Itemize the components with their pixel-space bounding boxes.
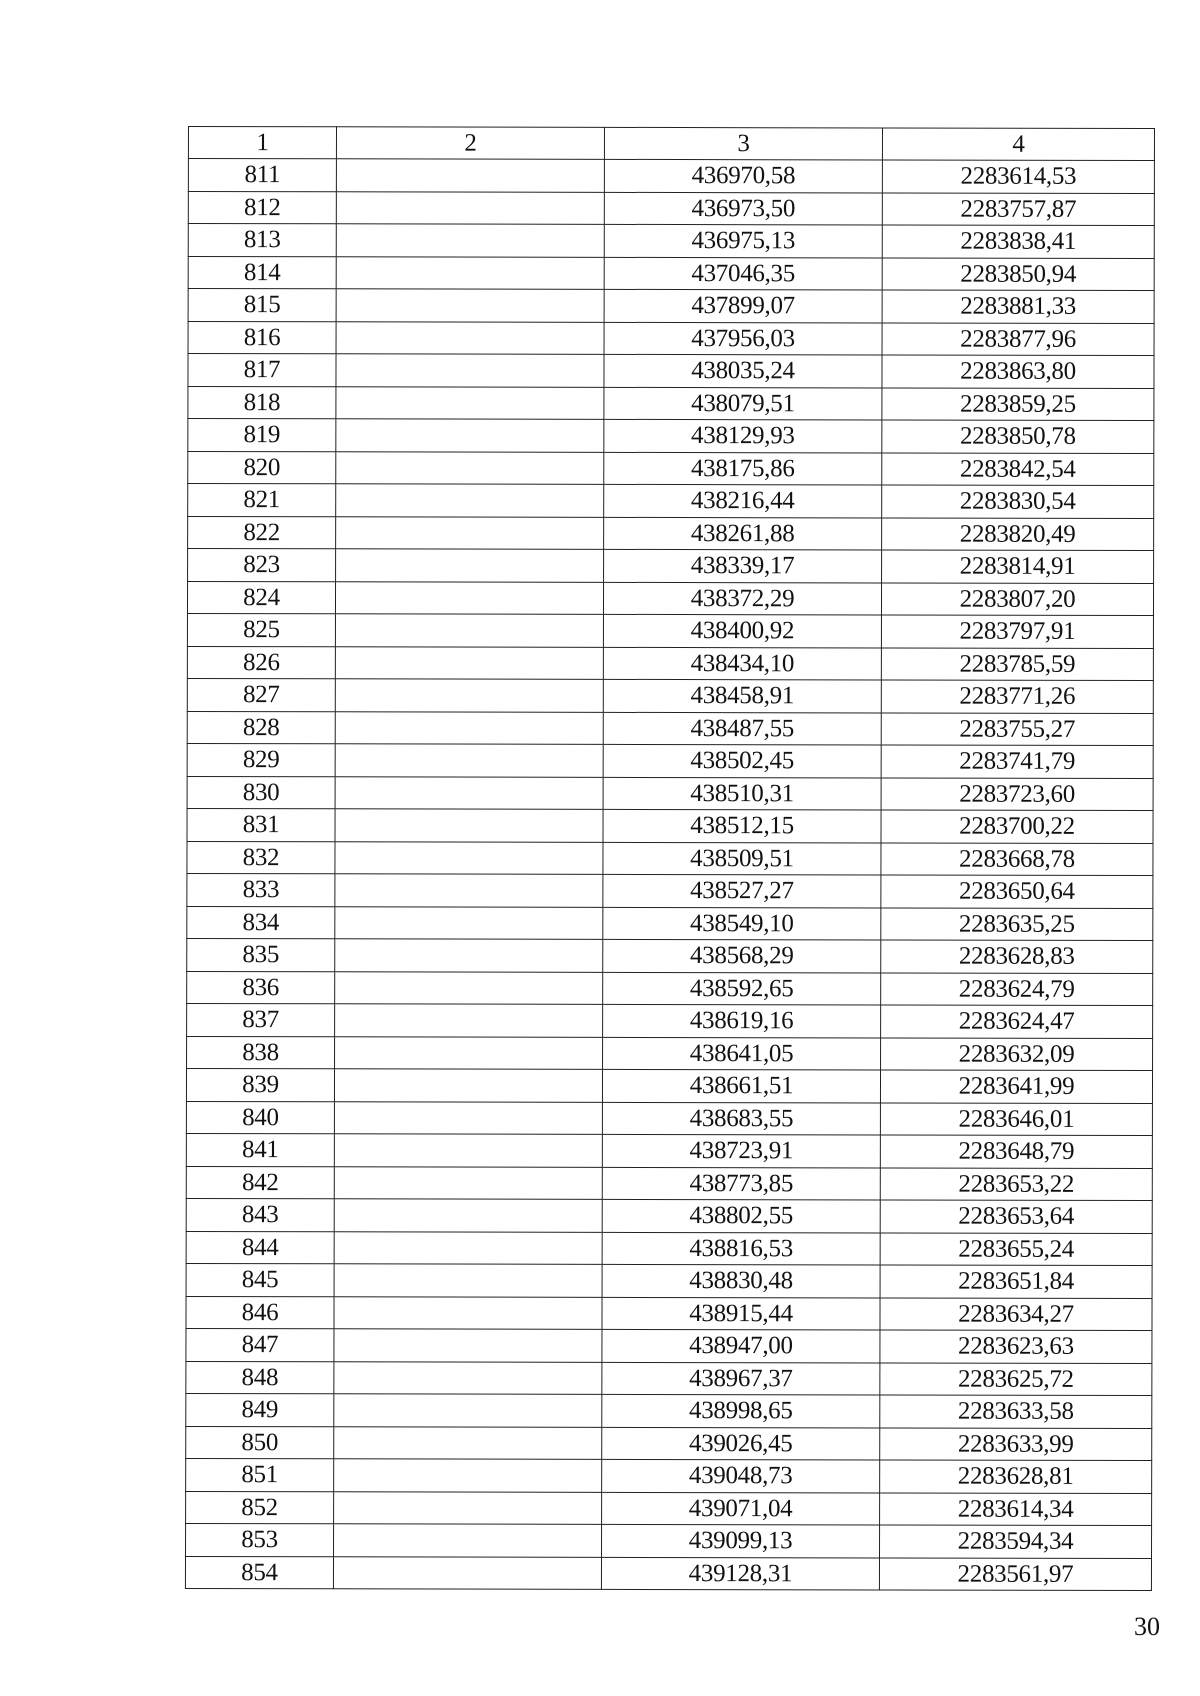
y-coordinate-cell: 2283633,58 bbox=[880, 1395, 1152, 1428]
empty-cell bbox=[336, 321, 604, 354]
table-row bbox=[187, 1003, 1153, 1038]
empty-cell bbox=[335, 711, 603, 744]
table-row bbox=[188, 386, 1154, 421]
table-row bbox=[188, 224, 1154, 259]
table-row bbox=[188, 159, 1154, 194]
empty-cell bbox=[335, 939, 603, 972]
table-row bbox=[187, 646, 1153, 681]
table-row bbox=[187, 906, 1153, 941]
empty-cell bbox=[334, 1166, 602, 1199]
empty-cell bbox=[334, 1361, 602, 1394]
point-number-cell: 836 bbox=[187, 971, 335, 1004]
x-coordinate-cell: 437046,35 bbox=[604, 257, 882, 290]
x-coordinate-cell: 438434,10 bbox=[603, 647, 881, 680]
empty-cell bbox=[334, 1524, 602, 1557]
empty-cell bbox=[334, 1491, 602, 1524]
point-number-cell: 829 bbox=[187, 743, 335, 776]
y-coordinate-cell: 2283814,91 bbox=[882, 550, 1154, 583]
empty-cell bbox=[334, 1264, 602, 1297]
table-row bbox=[186, 1523, 1152, 1558]
empty-cell bbox=[335, 809, 603, 842]
x-coordinate-cell: 439071,04 bbox=[602, 1492, 880, 1525]
x-coordinate-cell: 438372,29 bbox=[603, 582, 881, 615]
table-row bbox=[186, 1458, 1152, 1493]
empty-cell bbox=[335, 841, 603, 874]
point-number-cell: 827 bbox=[187, 678, 335, 711]
x-coordinate-cell: 438661,51 bbox=[602, 1069, 880, 1102]
table-row bbox=[187, 743, 1153, 778]
empty-cell bbox=[336, 516, 604, 549]
x-coordinate-cell: 438509,51 bbox=[603, 842, 881, 875]
point-number-cell: 834 bbox=[187, 906, 335, 939]
x-coordinate-cell: 439026,45 bbox=[602, 1427, 880, 1460]
y-coordinate-cell: 2283723,60 bbox=[881, 777, 1153, 810]
point-number-cell: 838 bbox=[187, 1036, 335, 1069]
y-coordinate-cell: 2283771,26 bbox=[881, 680, 1153, 713]
point-number-cell: 821 bbox=[188, 484, 336, 517]
y-coordinate-cell: 2283594,34 bbox=[880, 1525, 1152, 1558]
y-coordinate-cell: 2283807,20 bbox=[881, 582, 1153, 615]
empty-cell bbox=[336, 451, 604, 484]
table-row bbox=[188, 549, 1154, 584]
x-coordinate-cell: 438261,88 bbox=[604, 517, 882, 550]
empty-cell bbox=[336, 289, 604, 322]
table-row bbox=[188, 256, 1154, 291]
table-row bbox=[187, 841, 1153, 876]
empty-cell bbox=[335, 874, 603, 907]
point-number-cell: 831 bbox=[187, 808, 335, 841]
empty-cell bbox=[336, 386, 604, 419]
table-row bbox=[187, 873, 1153, 908]
x-coordinate-cell: 439128,31 bbox=[601, 1557, 879, 1590]
table-row bbox=[187, 938, 1153, 973]
y-coordinate-cell: 2283859,25 bbox=[882, 387, 1154, 420]
table-row bbox=[186, 1426, 1152, 1461]
empty-cell bbox=[334, 1296, 602, 1329]
y-coordinate-cell: 2283632,09 bbox=[881, 1037, 1153, 1070]
empty-cell bbox=[336, 256, 604, 289]
empty-cell bbox=[335, 679, 603, 712]
table-row bbox=[187, 1036, 1153, 1071]
y-coordinate-cell: 2283625,72 bbox=[880, 1362, 1152, 1395]
x-coordinate-cell: 438035,24 bbox=[604, 354, 882, 387]
x-coordinate-cell: 438915,44 bbox=[602, 1297, 880, 1330]
x-coordinate-cell: 438502,45 bbox=[603, 744, 881, 777]
y-coordinate-cell: 2283850,78 bbox=[882, 420, 1154, 453]
x-coordinate-cell: 438512,15 bbox=[603, 809, 881, 842]
empty-cell bbox=[334, 1069, 602, 1102]
table-row bbox=[187, 678, 1153, 713]
x-coordinate-cell: 438967,37 bbox=[602, 1362, 880, 1395]
x-coordinate-cell: 436970,58 bbox=[604, 159, 882, 192]
y-coordinate-cell: 2283561,97 bbox=[879, 1557, 1151, 1590]
x-coordinate-cell: 438619,16 bbox=[603, 1004, 881, 1037]
empty-cell bbox=[334, 1426, 602, 1459]
table-row bbox=[186, 1101, 1152, 1136]
table-row bbox=[186, 1361, 1152, 1396]
table-row bbox=[188, 191, 1154, 226]
point-number-cell: 845 bbox=[186, 1263, 334, 1296]
y-coordinate-cell: 2283700,22 bbox=[881, 810, 1153, 843]
x-coordinate-cell: 437956,03 bbox=[604, 322, 882, 355]
table-row bbox=[188, 484, 1154, 519]
point-number-cell: 835 bbox=[187, 938, 335, 971]
y-coordinate-cell: 2283838,41 bbox=[882, 225, 1154, 258]
x-coordinate-cell: 438641,05 bbox=[603, 1037, 881, 1070]
point-number-cell: 853 bbox=[186, 1523, 334, 1556]
x-coordinate-cell: 438079,51 bbox=[604, 387, 882, 420]
y-coordinate-cell: 2283624,47 bbox=[881, 1005, 1153, 1038]
column-header-2: 2 bbox=[336, 127, 604, 160]
x-coordinate-cell: 438773,85 bbox=[602, 1167, 880, 1200]
column-header-1: 1 bbox=[188, 127, 336, 159]
empty-cell bbox=[336, 484, 604, 517]
empty-cell bbox=[336, 549, 604, 582]
point-number-cell: 830 bbox=[187, 776, 335, 809]
empty-cell bbox=[335, 581, 603, 614]
empty-cell bbox=[334, 1101, 602, 1134]
x-coordinate-cell: 438568,29 bbox=[603, 939, 881, 972]
empty-cell bbox=[335, 1004, 603, 1037]
x-coordinate-cell: 438549,10 bbox=[603, 907, 881, 940]
point-number-cell: 817 bbox=[188, 354, 336, 387]
empty-cell bbox=[335, 614, 603, 647]
table-row bbox=[186, 1068, 1152, 1103]
point-number-cell: 841 bbox=[186, 1133, 334, 1166]
empty-cell bbox=[334, 1134, 602, 1167]
table-row bbox=[188, 451, 1154, 486]
y-coordinate-cell: 2283633,99 bbox=[880, 1427, 1152, 1460]
y-coordinate-cell: 2283614,53 bbox=[882, 160, 1154, 193]
y-coordinate-cell: 2283653,22 bbox=[880, 1167, 1152, 1200]
empty-cell bbox=[334, 1231, 602, 1264]
y-coordinate-cell: 2283863,80 bbox=[882, 355, 1154, 388]
x-coordinate-cell: 438129,93 bbox=[604, 419, 882, 452]
y-coordinate-cell: 2283651,84 bbox=[880, 1265, 1152, 1298]
point-number-cell: 837 bbox=[187, 1003, 335, 1036]
y-coordinate-cell: 2283820,49 bbox=[882, 517, 1154, 550]
point-number-cell: 844 bbox=[186, 1231, 334, 1264]
y-coordinate-cell: 2283877,96 bbox=[882, 322, 1154, 355]
x-coordinate-cell: 438830,48 bbox=[602, 1264, 880, 1297]
table-row bbox=[187, 776, 1153, 811]
table-row bbox=[187, 711, 1153, 746]
point-number-cell: 818 bbox=[188, 386, 336, 419]
y-coordinate-cell: 2283755,27 bbox=[881, 712, 1153, 745]
x-coordinate-cell: 438487,55 bbox=[603, 712, 881, 745]
coordinates-table bbox=[185, 126, 1155, 1591]
y-coordinate-cell: 2283623,63 bbox=[880, 1330, 1152, 1363]
table-row bbox=[186, 1491, 1152, 1526]
table-header-row bbox=[188, 127, 1154, 161]
point-number-cell: 820 bbox=[188, 451, 336, 484]
point-number-cell: 823 bbox=[188, 549, 336, 582]
y-coordinate-cell: 2283648,79 bbox=[880, 1135, 1152, 1168]
y-coordinate-cell: 2283635,25 bbox=[881, 907, 1153, 940]
empty-cell bbox=[336, 191, 604, 224]
y-coordinate-cell: 2283797,91 bbox=[881, 615, 1153, 648]
empty-cell bbox=[334, 1329, 602, 1362]
x-coordinate-cell: 438400,92 bbox=[603, 614, 881, 647]
table-row bbox=[186, 1263, 1152, 1298]
table-row bbox=[187, 581, 1153, 616]
x-coordinate-cell: 438216,44 bbox=[604, 484, 882, 517]
table-row bbox=[186, 1166, 1152, 1201]
point-number-cell: 819 bbox=[188, 419, 336, 452]
table-row bbox=[188, 516, 1154, 551]
point-number-cell: 847 bbox=[186, 1328, 334, 1361]
empty-cell bbox=[336, 159, 604, 192]
x-coordinate-cell: 438998,65 bbox=[602, 1394, 880, 1427]
table-row bbox=[186, 1393, 1152, 1428]
x-coordinate-cell: 438592,65 bbox=[603, 972, 881, 1005]
x-coordinate-cell: 438683,55 bbox=[602, 1102, 880, 1135]
column-header-3: 3 bbox=[604, 127, 882, 160]
y-coordinate-cell: 2283842,54 bbox=[882, 452, 1154, 485]
point-number-cell: 825 bbox=[187, 614, 335, 647]
table-body bbox=[185, 159, 1154, 1591]
table-row bbox=[186, 1133, 1152, 1168]
x-coordinate-cell: 438339,17 bbox=[604, 549, 882, 582]
point-number-cell: 848 bbox=[186, 1361, 334, 1394]
empty-cell bbox=[335, 971, 603, 1004]
point-number-cell: 828 bbox=[187, 711, 335, 744]
empty-cell bbox=[336, 354, 604, 387]
point-number-cell: 822 bbox=[188, 516, 336, 549]
table-row bbox=[188, 321, 1154, 356]
table-row bbox=[188, 289, 1154, 324]
x-coordinate-cell: 436975,13 bbox=[604, 224, 882, 257]
x-coordinate-cell: 438723,91 bbox=[602, 1134, 880, 1167]
x-coordinate-cell: 437899,07 bbox=[604, 289, 882, 322]
point-number-cell: 839 bbox=[186, 1068, 334, 1101]
empty-cell bbox=[335, 906, 603, 939]
x-coordinate-cell: 438816,53 bbox=[602, 1232, 880, 1265]
y-coordinate-cell: 2283653,64 bbox=[880, 1200, 1152, 1233]
empty-cell bbox=[335, 744, 603, 777]
y-coordinate-cell: 2283850,94 bbox=[882, 257, 1154, 290]
table-row bbox=[186, 1296, 1152, 1331]
y-coordinate-cell: 2283785,59 bbox=[881, 647, 1153, 680]
point-number-cell: 812 bbox=[188, 191, 336, 224]
point-number-cell: 824 bbox=[187, 581, 335, 614]
empty-cell bbox=[333, 1556, 601, 1589]
y-coordinate-cell: 2283634,27 bbox=[880, 1297, 1152, 1330]
point-number-cell: 842 bbox=[186, 1166, 334, 1199]
x-coordinate-cell: 438802,55 bbox=[602, 1199, 880, 1232]
x-coordinate-cell: 438947,00 bbox=[602, 1329, 880, 1362]
point-number-cell: 840 bbox=[186, 1101, 334, 1134]
table-row bbox=[188, 354, 1154, 389]
y-coordinate-cell: 2283628,81 bbox=[880, 1460, 1152, 1493]
point-number-cell: 846 bbox=[186, 1296, 334, 1329]
point-number-cell: 814 bbox=[188, 256, 336, 289]
y-coordinate-cell: 2283624,79 bbox=[881, 972, 1153, 1005]
x-coordinate-cell: 438458,91 bbox=[603, 679, 881, 712]
table-row bbox=[186, 1231, 1152, 1266]
y-coordinate-cell: 2283881,33 bbox=[882, 290, 1154, 323]
x-coordinate-cell: 438527,27 bbox=[603, 874, 881, 907]
empty-cell bbox=[336, 224, 604, 257]
point-number-cell: 813 bbox=[188, 224, 336, 257]
x-coordinate-cell: 439048,73 bbox=[602, 1459, 880, 1492]
y-coordinate-cell: 2283646,01 bbox=[880, 1102, 1152, 1135]
table-row bbox=[187, 971, 1153, 1006]
x-coordinate-cell: 436973,50 bbox=[604, 192, 882, 225]
point-number-cell: 854 bbox=[185, 1556, 333, 1589]
table-row bbox=[188, 419, 1154, 454]
point-number-cell: 850 bbox=[186, 1426, 334, 1459]
empty-cell bbox=[334, 1394, 602, 1427]
table-row bbox=[185, 1556, 1151, 1591]
empty-cell bbox=[334, 1199, 602, 1232]
point-number-cell: 816 bbox=[188, 321, 336, 354]
empty-cell bbox=[336, 419, 604, 452]
y-coordinate-cell: 2283641,99 bbox=[880, 1070, 1152, 1103]
table-row bbox=[187, 808, 1153, 843]
table-row bbox=[187, 614, 1153, 649]
point-number-cell: 851 bbox=[186, 1458, 334, 1491]
y-coordinate-cell: 2283628,83 bbox=[881, 940, 1153, 973]
empty-cell bbox=[335, 1036, 603, 1069]
empty-cell bbox=[335, 776, 603, 809]
x-coordinate-cell: 438175,86 bbox=[604, 452, 882, 485]
point-number-cell: 811 bbox=[188, 159, 336, 192]
x-coordinate-cell: 438510,31 bbox=[603, 777, 881, 810]
point-number-cell: 815 bbox=[188, 289, 336, 322]
point-number-cell: 849 bbox=[186, 1393, 334, 1426]
empty-cell bbox=[335, 646, 603, 679]
point-number-cell: 843 bbox=[186, 1198, 334, 1231]
page-number: 30 bbox=[1134, 1612, 1160, 1641]
point-number-cell: 832 bbox=[187, 841, 335, 874]
table-row bbox=[186, 1198, 1152, 1233]
point-number-cell: 826 bbox=[187, 646, 335, 679]
column-header-4: 4 bbox=[882, 128, 1154, 161]
x-coordinate-cell: 439099,13 bbox=[602, 1524, 880, 1557]
point-number-cell: 833 bbox=[187, 873, 335, 906]
y-coordinate-cell: 2283757,87 bbox=[882, 192, 1154, 225]
y-coordinate-cell: 2283668,78 bbox=[881, 842, 1153, 875]
y-coordinate-cell: 2283614,34 bbox=[880, 1492, 1152, 1525]
empty-cell bbox=[334, 1459, 602, 1492]
table-row bbox=[186, 1328, 1152, 1363]
y-coordinate-cell: 2283741,79 bbox=[881, 745, 1153, 778]
y-coordinate-cell: 2283830,54 bbox=[882, 485, 1154, 518]
point-number-cell: 852 bbox=[186, 1491, 334, 1524]
y-coordinate-cell: 2283650,64 bbox=[881, 875, 1153, 908]
y-coordinate-cell: 2283655,24 bbox=[880, 1232, 1152, 1265]
